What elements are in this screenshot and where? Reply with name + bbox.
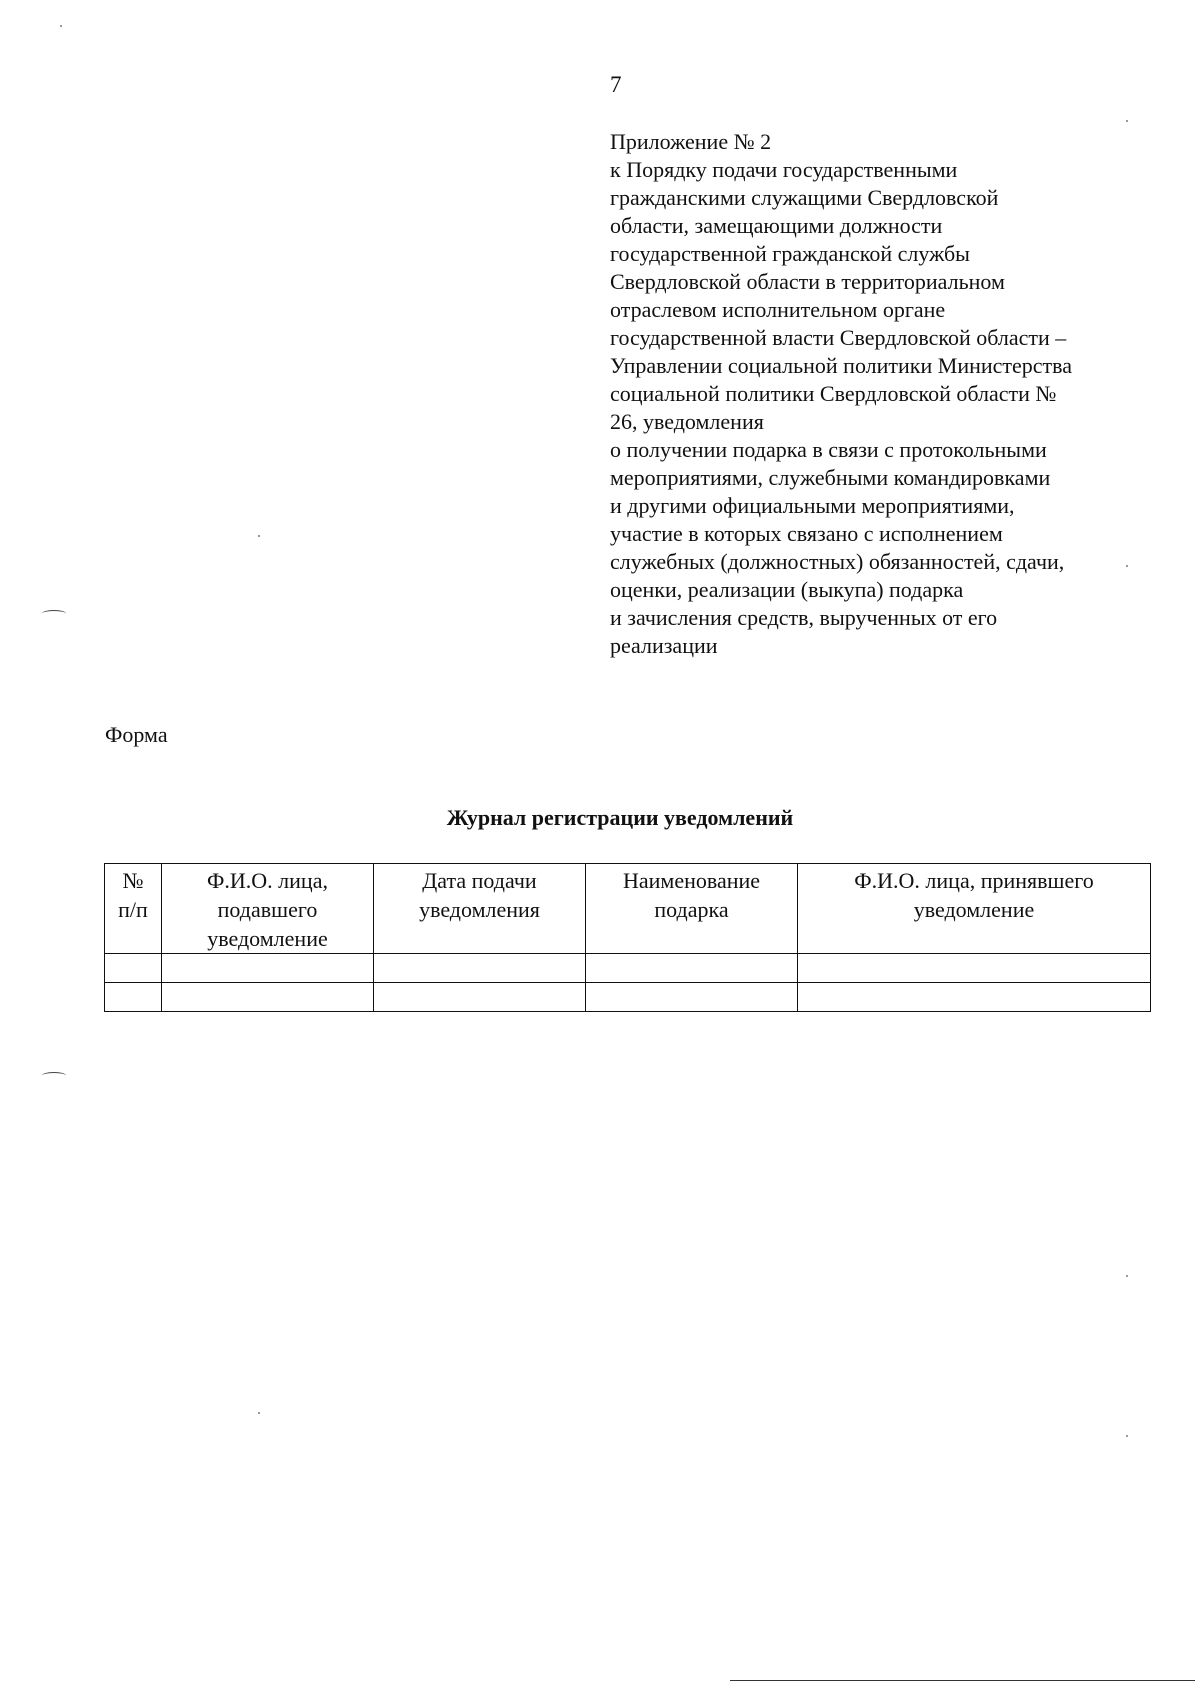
table-cell (162, 983, 374, 1012)
column-header (586, 864, 798, 954)
scan-speck (1126, 1275, 1128, 1277)
annex-line: служебных (должностных) обязанностей, сдачи, (610, 549, 1065, 574)
annex-line: государственной власти Свердловской области – (610, 325, 1067, 350)
annex-line: реализации (610, 633, 718, 658)
column-header-line: Ф.И.О. лица, принявшего (854, 868, 1094, 893)
column-header (162, 864, 374, 954)
column-header-line: подавшего (217, 897, 318, 922)
table-cell (586, 983, 798, 1012)
annex-line: оценки, реализации (выкупа) подарка (610, 577, 964, 602)
annex-line: государственной гражданской службы (610, 241, 970, 266)
annex-line: мероприятиями, служебными командировками (610, 465, 1051, 490)
table-cell (105, 983, 162, 1012)
scan-speck (60, 25, 62, 27)
annex-line: гражданскими служащими Свердловской (610, 185, 999, 210)
column-header-line: № (122, 868, 144, 893)
scan-speck (1126, 1435, 1128, 1437)
table-cell (798, 983, 1151, 1012)
column-header-line: п/п (118, 897, 148, 922)
annex-line: Управлении социальной политики Министерства (610, 353, 1073, 378)
table-cell (374, 983, 586, 1012)
annex-line: участие в которых связано с исполнением (610, 521, 1003, 546)
column-header (374, 864, 586, 954)
journal-title: Журнал регистрации уведомлений (446, 805, 794, 830)
footer-line (730, 1680, 1195, 1681)
scan-speck (258, 535, 260, 537)
form-label: Форма (105, 722, 168, 747)
column-header-line: Наименование (622, 868, 761, 893)
column-header-line: Ф.И.О. лица, (207, 868, 328, 893)
table-cell (586, 954, 798, 983)
annex-line: и зачисления средств, вырученных от его (610, 605, 998, 630)
column-header (105, 864, 162, 954)
table-body (105, 954, 1151, 1012)
table-cell (798, 954, 1151, 983)
column-header-line: уведомления (419, 897, 540, 922)
annex-line: Свердловской области в территориальном (610, 269, 1005, 294)
annex-line: социальной политики Свердловской области № (610, 381, 1057, 406)
annex-line: отраслевом исполнительном органе (610, 297, 946, 322)
annex-line: о получении подарка в связи с протокольными (610, 437, 1047, 462)
scan-speck (258, 1412, 260, 1414)
annex-line: 26, уведомления (610, 409, 764, 434)
annex-line: Приложение № 2 (610, 129, 772, 154)
table-row (105, 983, 1151, 1012)
scan-speck (1126, 120, 1128, 122)
scan-speck (1126, 565, 1128, 567)
column-header-line: Дата подачи (422, 868, 537, 893)
table-header-row (105, 864, 1151, 954)
column-header-line: подарка (654, 897, 729, 922)
annex-line: области, замещающими должности (610, 213, 943, 238)
table-cell (105, 954, 162, 983)
scan-mark (42, 1072, 66, 1079)
table-cell (162, 954, 374, 983)
journal-table (104, 863, 1151, 1012)
table-cell (374, 954, 586, 983)
annex-line: и другими официальными мероприятиями, (610, 493, 1015, 518)
scan-mark (42, 610, 66, 617)
column-header (798, 864, 1151, 954)
page-number: 7 (610, 72, 622, 97)
annex-header (610, 128, 1130, 660)
table-row (105, 954, 1151, 983)
annex-line: к Порядку подачи государственными (610, 157, 958, 182)
column-header-line: уведомление (207, 926, 328, 951)
column-header-line: уведомление (913, 897, 1035, 922)
